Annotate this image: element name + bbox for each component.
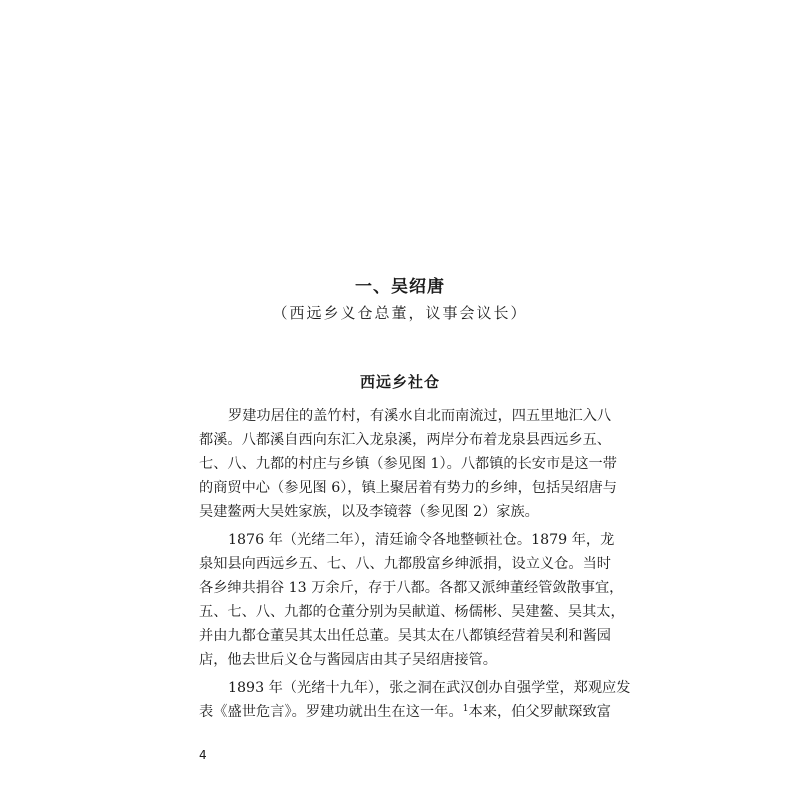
text-line: 并由九都仓董吴其太出任总董。吴其太在八都镇经营着吴利和酱园: [199, 628, 611, 644]
page-number: 4: [199, 748, 207, 762]
text-line: 的商贸中心（参见图 6），镇上聚居着有势力的乡绅，包括吴绍唐与: [199, 480, 617, 496]
text-line: 各乡绅共捐谷 13 万余斤，存于八都。各都又派绅董经管敛散事宜，: [199, 580, 624, 596]
footnote-marker[interactable]: 1: [462, 704, 469, 714]
paragraph-1: [199, 404, 617, 524]
text-line: 吴建鳌两大吴姓家族，以及李镜蓉（参见图 2）家族。: [199, 504, 539, 520]
text-line: 泉知县向西远乡五、七、八、九都殷富乡绅派捐，设立义仓。当时: [199, 556, 611, 572]
text-line: 1893 年（光绪十九年），张之洞在武汉创办自强学堂，郑观应发: [228, 680, 631, 696]
text-segment: 表《盛世危言》。罗建功就出生在这一年。: [199, 704, 463, 720]
section-title: 西远乡社仓: [359, 373, 440, 391]
text-line: 七、八、九都的村庄与乡镇（参见图 1）。八都镇的长安市是这一带: [199, 456, 617, 472]
chapter-subtitle: （西远乡义仓总董，议事会议长）: [272, 304, 528, 322]
paragraph-2: [199, 528, 625, 672]
body-text: [199, 404, 631, 724]
chapter-title: 一、吴绍唐: [355, 277, 445, 297]
text-line: 1876 年（光绪二年），清廷谕令各地整顿社仓。1879 年，龙: [228, 532, 615, 548]
text-line-with-footnote: [199, 700, 611, 724]
text-line: 店，他去世后义仓与酱园店由其子吴绍唐接管。: [199, 652, 497, 668]
paragraph-3: [199, 676, 631, 724]
text-line: 都溪。八都溪自西向东汇入龙泉溪，两岸分布着龙泉县西远乡五、: [199, 432, 611, 448]
text-line: 五、七、八、九都的仓董分别为吴献道、杨儒彬、吴建鳌、吴其太，: [199, 604, 625, 620]
text-segment: 本来，伯父罗献琛致富: [468, 704, 611, 720]
text-line: 罗建功居住的盖竹村，有溪水自北而南流过，四五里地汇入八: [228, 408, 612, 424]
